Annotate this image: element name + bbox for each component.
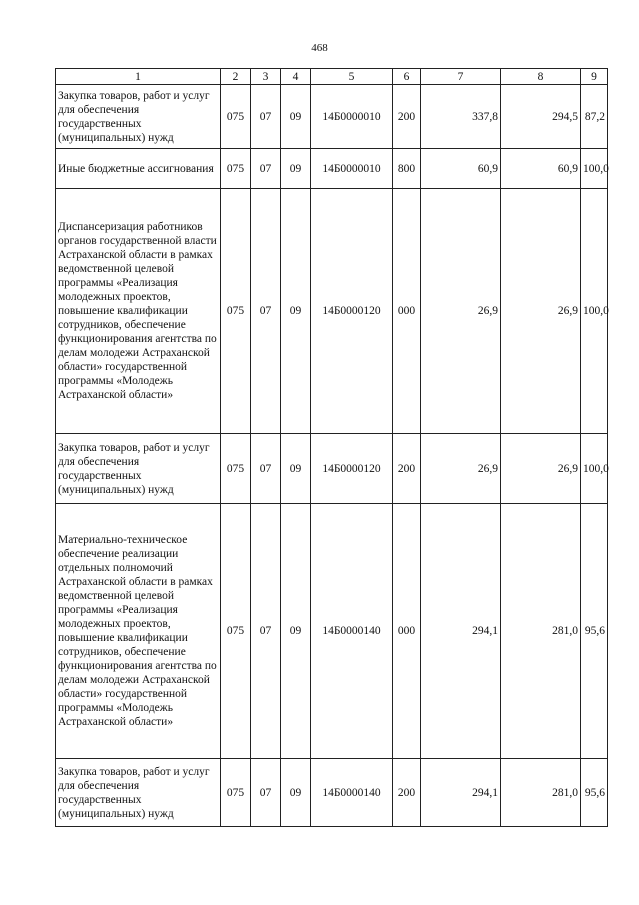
- cell-target-code: 14Б0000120: [311, 189, 393, 434]
- table-row: [56, 189, 608, 434]
- cell-actual: 26,9: [501, 189, 581, 434]
- table-row: [56, 434, 608, 504]
- cell-subsection: 09: [281, 759, 311, 827]
- table-row: [56, 504, 608, 759]
- column-header: 8: [501, 69, 581, 85]
- row-description: Закупка товаров, работ и услуг для обеспечения государственных (муниципальных) нужд: [56, 85, 221, 149]
- cell-section: 07: [251, 504, 281, 759]
- column-header: 6: [393, 69, 421, 85]
- column-header: 5: [311, 69, 393, 85]
- cell-target-code: 14Б0000010: [311, 85, 393, 149]
- budget-table: [55, 68, 608, 827]
- cell-percent: 100,0: [581, 149, 608, 189]
- cell-percent: 87,2: [581, 85, 608, 149]
- cell-percent: 100,0: [581, 434, 608, 504]
- row-description: Диспансеризация работников органов государственной власти Астраханской области в рамках ведомственной целевой программы «Реализация молодежных проектов, повышение квалификации сотрудников, обеспечение функционирования агентства по делам молодежи Астраханской области» государственной программы «Молодежь Астраханской области»: [56, 189, 221, 434]
- cell-subsection: 09: [281, 85, 311, 149]
- cell-actual: 281,0: [501, 504, 581, 759]
- cell-target-code: 14Б0000140: [311, 759, 393, 827]
- cell-section: 07: [251, 759, 281, 827]
- cell-expense-type: 200: [393, 759, 421, 827]
- column-header: 4: [281, 69, 311, 85]
- cell-actual: 281,0: [501, 759, 581, 827]
- cell-admin-code: 075: [221, 189, 251, 434]
- cell-admin-code: 075: [221, 504, 251, 759]
- cell-expense-type: 000: [393, 189, 421, 434]
- cell-section: 07: [251, 85, 281, 149]
- table-row: [56, 759, 608, 827]
- row-description: Закупка товаров, работ и услуг для обеспечения государственных (муниципальных) нужд: [56, 434, 221, 504]
- cell-actual: 26,9: [501, 434, 581, 504]
- cell-section: 07: [251, 189, 281, 434]
- table-row: [56, 149, 608, 189]
- cell-target-code: 14Б0000010: [311, 149, 393, 189]
- cell-admin-code: 075: [221, 149, 251, 189]
- cell-actual: 294,5: [501, 85, 581, 149]
- row-description: Закупка товаров, работ и услуг для обеспечения государственных (муниципальных) нужд: [56, 759, 221, 827]
- column-header: 1: [56, 69, 221, 85]
- cell-expense-type: 800: [393, 149, 421, 189]
- cell-expense-type: 000: [393, 504, 421, 759]
- cell-plan: 26,9: [421, 189, 501, 434]
- cell-percent: 100,0: [581, 189, 608, 434]
- cell-admin-code: 075: [221, 434, 251, 504]
- column-header: 7: [421, 69, 501, 85]
- page-number: 468: [311, 42, 328, 54]
- cell-section: 07: [251, 434, 281, 504]
- cell-subsection: 09: [281, 434, 311, 504]
- cell-admin-code: 075: [221, 759, 251, 827]
- cell-target-code: 14Б0000120: [311, 434, 393, 504]
- cell-plan: 60,9: [421, 149, 501, 189]
- cell-admin-code: 075: [221, 85, 251, 149]
- column-header: 9: [581, 69, 608, 85]
- column-header: 2: [221, 69, 251, 85]
- cell-section: 07: [251, 149, 281, 189]
- cell-plan: 294,1: [421, 759, 501, 827]
- cell-plan: 294,1: [421, 504, 501, 759]
- table-row: [56, 85, 608, 149]
- cell-plan: 26,9: [421, 434, 501, 504]
- cell-actual: 60,9: [501, 149, 581, 189]
- cell-plan: 337,8: [421, 85, 501, 149]
- column-header: 3: [251, 69, 281, 85]
- row-description: Иные бюджетные ассигнования: [56, 149, 221, 189]
- row-description: Материально-техническое обеспечение реализации отдельных полномочий Астраханской области в рамках ведомственной целевой программы «Реализация молодежных проектов, повышение квалификации сотрудников, обеспечение функционирования агентства по делам молодежи Астраханской области» государственной программы «Молодежь Астраханской области»: [56, 504, 221, 759]
- header-row: [56, 69, 608, 85]
- cell-target-code: 14Б0000140: [311, 504, 393, 759]
- cell-expense-type: 200: [393, 434, 421, 504]
- cell-percent: 95,6: [581, 759, 608, 827]
- cell-expense-type: 200: [393, 85, 421, 149]
- cell-percent: 95,6: [581, 504, 608, 759]
- cell-subsection: 09: [281, 504, 311, 759]
- cell-subsection: 09: [281, 189, 311, 434]
- cell-subsection: 09: [281, 149, 311, 189]
